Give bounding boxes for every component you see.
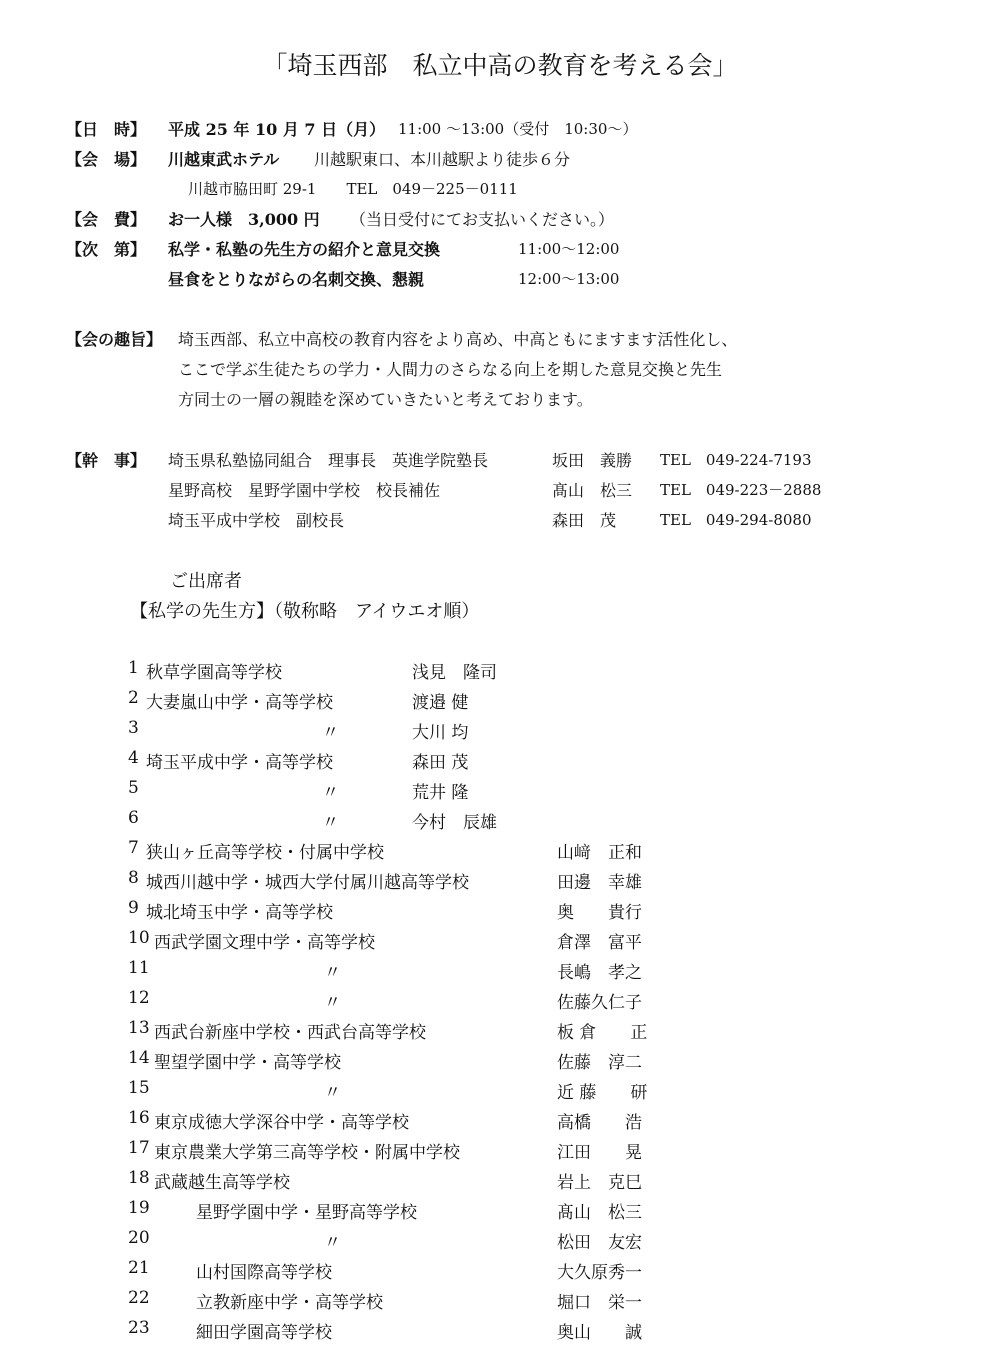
list-item bbox=[0, 1108, 1000, 1134]
attendee-number: 5 bbox=[128, 778, 139, 798]
list-item bbox=[0, 778, 1000, 804]
attendee-number: 21 bbox=[128, 1258, 150, 1278]
attendee-name: 高橋 浩 bbox=[557, 1113, 642, 1133]
purpose-label: 【会の趣旨】 bbox=[66, 330, 163, 349]
organizer-name: 髙山 松三 bbox=[552, 481, 633, 500]
list-item bbox=[0, 748, 1000, 774]
attendee-school: 星野学園中学・星野高等学校 bbox=[196, 1203, 417, 1223]
fee-label: 【会 費】 bbox=[66, 210, 147, 229]
venue-detail: 川越駅東口、本川越駅より徒歩６分 bbox=[314, 150, 571, 169]
attendee-name: 佐藤久仁子 bbox=[557, 993, 642, 1013]
list-item bbox=[0, 898, 1000, 924]
attendee-number: 12 bbox=[128, 988, 150, 1008]
attendee-number: 16 bbox=[128, 1108, 150, 1128]
organizer-tel: TEL 049-294-8080 bbox=[660, 511, 812, 529]
list-item bbox=[0, 988, 1000, 1014]
attendee-name: 森田 茂 bbox=[412, 753, 469, 773]
attendee-name: 大川 均 bbox=[412, 723, 469, 743]
organizer-name: 森田 茂 bbox=[552, 511, 617, 530]
purpose-line: ここで学ぶ生徒たちの学力・人間力のさらなる向上を期した意見交換と先生 bbox=[178, 360, 723, 379]
attendee-school: 〃 bbox=[324, 1233, 341, 1253]
attendee-school: 〃 bbox=[324, 963, 341, 983]
attendee-number: 23 bbox=[128, 1318, 150, 1338]
attendee-name: 山﨑 正和 bbox=[557, 843, 642, 863]
venue-main: 川越東武ホテル bbox=[168, 150, 280, 169]
attendee-school: 〃 bbox=[322, 783, 339, 803]
list-item bbox=[0, 1018, 1000, 1044]
list-item bbox=[0, 718, 1000, 744]
fee-main: お一人様 3,000 円 bbox=[168, 210, 320, 229]
attendee-number: 11 bbox=[128, 958, 150, 978]
program-item-text: 私学・私塾の先生方の紹介と意見交換 bbox=[168, 240, 441, 259]
attendee-school: 〃 bbox=[322, 813, 339, 833]
attendee-name: 近 藤 研 bbox=[557, 1083, 648, 1103]
attendee-number: 7 bbox=[128, 838, 139, 858]
attendee-school: 西武台新座中学校・西武台高等学校 bbox=[154, 1023, 426, 1043]
attendee-school: 細田学園高等学校 bbox=[196, 1323, 332, 1343]
attendee-name: 板 倉 正 bbox=[557, 1023, 648, 1043]
program-item-time: 12:00～13:00 bbox=[518, 270, 620, 288]
list-item bbox=[0, 1288, 1000, 1314]
attendee-name: 佐藤 淳二 bbox=[557, 1053, 642, 1073]
attendee-school: 〃 bbox=[322, 723, 339, 743]
program-label: 【次 第】 bbox=[66, 240, 147, 259]
attendee-name: 髙山 松三 bbox=[557, 1203, 642, 1223]
list-item bbox=[0, 1258, 1000, 1284]
attendees-heading: ご出席者 bbox=[170, 571, 242, 592]
list-item bbox=[0, 928, 1000, 954]
datetime-label: 【日 時】 bbox=[66, 120, 147, 139]
list-item bbox=[0, 1138, 1000, 1164]
attendee-name: 渡邉 健 bbox=[412, 693, 469, 713]
list-item bbox=[0, 958, 1000, 984]
attendee-number: 22 bbox=[128, 1288, 150, 1308]
attendee-name: 奥 貴行 bbox=[557, 903, 642, 923]
attendee-school: 秋草学園高等学校 bbox=[146, 663, 282, 683]
list-item bbox=[0, 1228, 1000, 1254]
attendee-name: 大久原秀一 bbox=[557, 1263, 642, 1283]
list-item bbox=[0, 658, 1000, 684]
list-item bbox=[0, 1048, 1000, 1074]
attendee-number: 6 bbox=[128, 808, 139, 828]
attendee-name: 岩上 克巳 bbox=[557, 1173, 642, 1193]
attendee-number: 2 bbox=[128, 688, 139, 708]
attendee-number: 19 bbox=[128, 1198, 150, 1218]
attendee-school: 〃 bbox=[324, 1083, 341, 1103]
attendee-name: 堀口 栄一 bbox=[557, 1293, 642, 1313]
list-item bbox=[0, 1078, 1000, 1104]
list-item bbox=[0, 1198, 1000, 1224]
attendee-school: 聖望学園中学・高等学校 bbox=[154, 1053, 341, 1073]
attendee-school: 城北埼玉中学・高等学校 bbox=[146, 903, 333, 923]
attendees-subheading: 【私学の先生方】（敬称略 アイウエオ順） bbox=[130, 601, 480, 622]
list-item bbox=[0, 838, 1000, 864]
attendee-name: 田邊 幸雄 bbox=[557, 873, 642, 893]
attendee-school: 東京農業大学第三高等学校・附属中学校 bbox=[154, 1143, 460, 1163]
attendee-school: 立教新座中学・高等学校 bbox=[196, 1293, 383, 1313]
attendee-number: 18 bbox=[128, 1168, 150, 1188]
attendee-name: 松田 友宏 bbox=[557, 1233, 642, 1253]
attendee-school: 〃 bbox=[324, 993, 341, 1013]
program-item-text: 昼食をとりながらの名刺交換、懇親 bbox=[168, 270, 425, 289]
attendee-name: 浅見 隆司 bbox=[412, 663, 497, 683]
attendee-school: 東京成徳大学深谷中学・高等学校 bbox=[154, 1113, 409, 1133]
attendee-number: 1 bbox=[128, 658, 139, 678]
purpose-line: 方同士の一層の親睦を深めていきたいと考えております。 bbox=[178, 390, 593, 409]
organizer-org: 星野高校 星野学園中学校 校長補佐 bbox=[168, 481, 441, 500]
attendee-school: 大妻嵐山中学・高等学校 bbox=[146, 693, 333, 713]
organizer-tel: TEL 049-223－2888 bbox=[660, 481, 822, 499]
attendee-number: 13 bbox=[128, 1018, 150, 1038]
attendee-name: 江田 晃 bbox=[557, 1143, 642, 1163]
list-item bbox=[0, 808, 1000, 834]
list-item bbox=[0, 868, 1000, 894]
fee-detail: （当日受付にてお支払いください。） bbox=[350, 210, 615, 229]
attendee-number: 3 bbox=[128, 718, 139, 738]
venue-label: 【会 場】 bbox=[66, 150, 147, 169]
attendee-school: 埼玉平成中学・高等学校 bbox=[146, 753, 333, 773]
attendee-name: 荒井 隆 bbox=[412, 783, 469, 803]
attendee-number: 8 bbox=[128, 868, 139, 888]
organizer-tel: TEL 049-224-7193 bbox=[660, 451, 812, 469]
attendee-number: 20 bbox=[128, 1228, 150, 1248]
attendee-number: 4 bbox=[128, 748, 139, 768]
attendee-school: 西武学園文理中学・高等学校 bbox=[154, 933, 375, 953]
organizer-org: 埼玉県私塾協同組合 理事長 英進学院塾長 bbox=[168, 451, 489, 470]
organizer-name: 坂田 義勝 bbox=[552, 451, 633, 470]
purpose-line: 埼玉西部、私立中高校の教育内容をより高め、中高ともにますます活性化し、 bbox=[178, 330, 738, 349]
organizers-label: 【幹 事】 bbox=[66, 451, 147, 470]
organizer-org: 埼玉平成中学校 副校長 bbox=[168, 511, 345, 530]
attendee-school: 城西川越中学・城西大学付属川越高等学校 bbox=[146, 873, 469, 893]
attendee-name: 長嶋 孝之 bbox=[557, 963, 642, 983]
list-item bbox=[0, 1168, 1000, 1194]
attendee-number: 10 bbox=[128, 928, 150, 948]
attendee-name: 倉澤 富平 bbox=[557, 933, 642, 953]
page-title: 「埼玉西部 私立中高の教育を考える会」 bbox=[262, 51, 738, 80]
attendee-school: 山村国際高等学校 bbox=[196, 1263, 332, 1283]
attendee-name: 今村 辰雄 bbox=[412, 813, 497, 833]
program-item-time: 11:00～12:00 bbox=[518, 240, 620, 258]
attendee-number: 14 bbox=[128, 1048, 150, 1068]
attendee-school: 狭山ヶ丘高等学校・付属中学校 bbox=[146, 843, 384, 863]
attendee-name: 奥山 誠 bbox=[557, 1323, 642, 1343]
venue-address: 川越市脇田町 29-1 TEL 049－225－0111 bbox=[188, 180, 518, 198]
list-item bbox=[0, 1318, 1000, 1344]
datetime-main: 平成 25 年 10 月 7 日（月） bbox=[168, 120, 386, 139]
attendee-number: 17 bbox=[128, 1138, 150, 1158]
attendee-number: 15 bbox=[128, 1078, 150, 1098]
attendee-school: 武蔵越生高等学校 bbox=[154, 1173, 290, 1193]
datetime-detail: 11:00 ～13:00（受付 10:30～） bbox=[398, 120, 638, 138]
list-item bbox=[0, 688, 1000, 714]
attendee-number: 9 bbox=[128, 898, 139, 918]
